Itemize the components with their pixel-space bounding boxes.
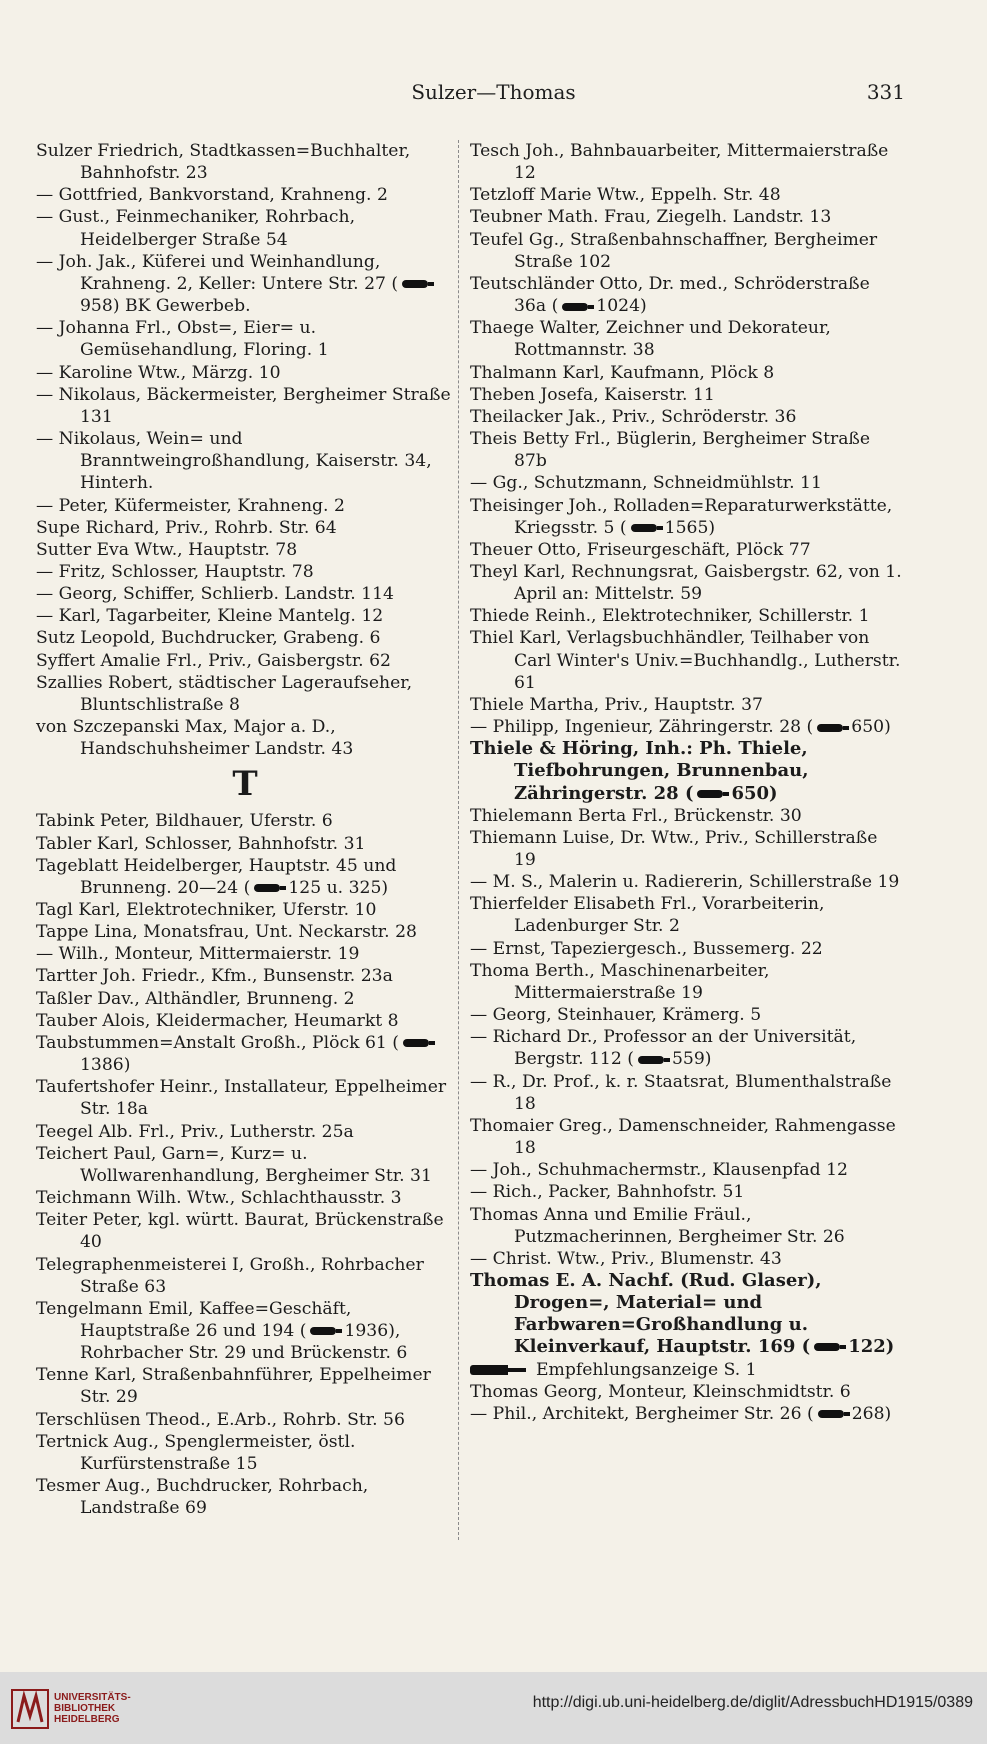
entry-text: Tengelmann Emil, Kaffee=Geschäft, Hauptstraße 26 und 194 ( — [36, 1298, 352, 1341]
directory-entry — [36, 833, 454, 855]
phone-number: 1936 — [344, 1320, 389, 1341]
entry-text: Tesmer Aug., Buchdrucker, Rohrbach, Landstraße 69 — [36, 1476, 369, 1519]
directory-entry — [470, 1159, 904, 1181]
entry-text: — Joh. Jak., Küferei und Weinhandlung, Krahneng. 2, Keller: Untere Str. 27 ( — [36, 251, 399, 294]
entry-text: Tartter Joh. Friedr., Kfm., Bunsenstr. 23a — [36, 966, 393, 987]
entry-text-after: ) — [885, 1336, 895, 1358]
page-number: 331 — [866, 80, 905, 104]
entry-text: Tetzloff Marie Wtw., Eppelh. Str. 48 — [470, 185, 781, 206]
library-line-1: UNIVERSITÄTS- — [54, 1692, 131, 1703]
entry-text: Teichert Paul, Garn=, Kurz= u. Wollwarenhandlung, Bergheimer Str. 31 — [36, 1143, 432, 1186]
entry-text: — Fritz, Schlosser, Hauptstr. 78 — [36, 561, 314, 582]
entry-text: Teutschländer Otto, Dr. med., Schröderstraße 36a ( — [470, 273, 870, 317]
entry-text: — Johanna Frl., Obst=, Eier= u. Gemüsehandlung, Floring. 1 — [36, 318, 329, 361]
directory-entry — [470, 938, 904, 960]
directory-entry — [36, 1364, 454, 1408]
directory-entry — [470, 1359, 904, 1381]
directory-entry — [36, 810, 454, 832]
directory-entry — [470, 406, 904, 428]
directory-entry — [470, 827, 904, 871]
library-line-3: HEIDELBERG — [54, 1714, 120, 1725]
directory-entry — [470, 893, 904, 937]
directory-entry — [470, 472, 904, 494]
directory-entry — [470, 206, 904, 228]
entry-text: Theben Josefa, Kaiserstr. 11 — [470, 384, 715, 405]
phone-number: 650 — [851, 717, 885, 738]
directory-entry — [36, 428, 454, 494]
entry-text: — Georg, Steinhauer, Krämerg. 5 — [470, 1005, 762, 1026]
entry-text: — Georg, Schiffer, Schlierb. Landstr. 114 — [36, 584, 394, 605]
directory-entry — [36, 140, 454, 184]
entry-text: Theis Betty Frl., Büglerin, Bergheimer Straße 87b — [470, 429, 871, 472]
entry-text-after: ), Rohrbacher Str. 29 und Brückenstr. 6 — [80, 1320, 408, 1364]
entry-text: — Wilh., Monteur, Mittermaierstr. 19 — [36, 944, 360, 965]
entry-text: Tenne Karl, Straßenbahnführer, Eppelheimer Str. 29 — [36, 1365, 431, 1408]
directory-entry — [470, 495, 904, 539]
advert-entry — [470, 1270, 904, 1359]
viewer-footer — [0, 1672, 987, 1744]
directory-entry — [36, 965, 454, 987]
entry-text: — R., Dr. Prof., k. r. Staatsrat, Blumenthalstraße 18 — [470, 1071, 892, 1114]
entry-text: Taufertshofer Heinr., Installateur, Eppelheimer Str. 18a — [36, 1077, 447, 1120]
entry-text: — M. S., Malerin u. Radiererin, Schillerstraße 19 — [470, 872, 900, 893]
entry-text: — Ernst, Tapeziergesch., Bussemerg. 22 — [470, 938, 823, 959]
directory-entry — [36, 251, 454, 317]
entry-text: Tabink Peter, Bildhauer, Uferstr. 6 — [36, 811, 333, 832]
directory-entry — [36, 855, 454, 899]
directory-entry — [470, 1403, 904, 1425]
library-logo-icon — [10, 1686, 50, 1732]
library-line-2: BIBLIOTHEK — [54, 1703, 116, 1714]
entry-text: Taubstummen=Anstalt Großh., Plöck 61 ( — [36, 1032, 399, 1053]
directory-entry — [36, 1431, 454, 1475]
entry-text: Thiele Martha, Priv., Hauptstr. 37 — [470, 694, 763, 715]
page-header — [0, 80, 987, 110]
entry-text: Taßler Dav., Althändler, Brunneng. 2 — [36, 988, 355, 1009]
entry-text: Thiede Reinh., Elektrotechniker, Schillerstr. 1 — [470, 606, 870, 627]
entry-text: Syffert Amalie Frl., Priv., Gaisbergstr. 62 — [36, 650, 391, 671]
directory-entry — [36, 583, 454, 605]
directory-entry — [470, 140, 904, 184]
directory-entry — [36, 384, 454, 428]
entry-text: — Phil., Architekt, Bergheimer Str. 26 ( — [470, 1403, 814, 1424]
telephone-icon — [695, 788, 729, 800]
entry-text-after: ) — [123, 1055, 131, 1076]
entry-text: — Richard Dr., Professor an der Universität, Bergstr. 112 ( — [470, 1027, 857, 1070]
entry-text: Thiemann Luise, Dr. Wtw., Priv., Schillerstraße 19 — [470, 827, 878, 870]
directory-entry — [470, 273, 904, 317]
entry-text-after: ) — [381, 877, 389, 898]
telephone-icon — [629, 522, 663, 534]
directory-entry — [470, 716, 904, 738]
directory-entry — [470, 871, 904, 893]
directory-entry — [470, 317, 904, 361]
directory-entry — [470, 1026, 904, 1070]
directory-entry — [36, 1409, 454, 1431]
entry-text: — Philipp, Ingenieur, Zähringerstr. 28 ( — [470, 717, 814, 738]
entry-text: Thomaier Greg., Damenschneider, Rahmengasse 18 — [470, 1115, 896, 1159]
column-divider — [458, 140, 459, 1540]
phone-number: 122 — [848, 1336, 886, 1358]
directory-entry — [36, 627, 454, 649]
entry-text: — Nikolaus, Bäckermeister, Bergheimer Straße 131 — [36, 384, 451, 427]
directory-entry — [36, 317, 454, 361]
entry-text: Tabler Karl, Schlosser, Bahnhofstr. 31 — [36, 833, 366, 854]
directory-entry — [36, 1298, 454, 1364]
pointing-hand-icon — [470, 1362, 526, 1378]
entry-text: Theuer Otto, Friseurgeschäft, Plöck 77 — [470, 539, 811, 560]
directory-entry — [36, 605, 454, 627]
entry-text: — Joh., Schuhmachermstr., Klausenpfad 12 — [470, 1160, 848, 1181]
directory-entry — [36, 1032, 454, 1076]
entry-text: Tauber Alois, Kleidermacher, Heumarkt 8 — [36, 1010, 399, 1031]
entry-text: Thiele & Höring, Inh.: Ph. Thiele, Tiefbohrungen, Brunnenbau, Zähringerstr. 28 ( — [470, 738, 809, 804]
entry-text: Szallies Robert, städtischer Lageraufseher, Bluntschlistraße 8 — [36, 672, 413, 715]
phone-number: 1565 — [664, 517, 709, 538]
directory-entry — [470, 1115, 904, 1159]
directory-entry — [470, 627, 904, 693]
directory-entry — [470, 1248, 904, 1270]
right-column — [470, 140, 904, 1425]
entry-text: Thoma Berth., Maschinenarbeiter, Mittermaierstraße 19 — [470, 960, 770, 1003]
phone-number: 650 — [731, 782, 770, 804]
directory-entry — [470, 229, 904, 273]
entry-text: Thomas Georg, Monteur, Kleinschmidtstr. 6 — [470, 1381, 851, 1402]
directory-entry — [36, 650, 454, 672]
telephone-icon — [252, 882, 286, 894]
directory-entry — [36, 921, 454, 943]
entry-text: Teubner Math. Frau, Ziegelh. Landstr. 13 — [470, 207, 832, 228]
entry-text: Sulzer Friedrich, Stadtkassen=Buchhalter, Bahnhofstr. 23 — [36, 141, 411, 184]
entry-text: Teegel Alb. Frl., Priv., Lutherstr. 25a — [36, 1121, 354, 1142]
source-url-link[interactable]: http://digi.ub.uni-heidelberg.de/diglit/AdressbuchHD1915/0389 — [532, 1694, 973, 1711]
directory-entry — [36, 1010, 454, 1032]
entry-text: — Peter, Küfermeister, Krahneng. 2 — [36, 495, 345, 516]
directory-entry — [470, 1071, 904, 1115]
entry-text: Theisinger Joh., Rolladen=Reparaturwerkstätte, Kriegsstr. 5 ( — [470, 495, 893, 538]
entry-text-after: ) — [708, 517, 716, 538]
entry-text: Thielemann Berta Frl., Brückenstr. 30 — [470, 805, 802, 826]
entry-text-after: ) — [884, 717, 891, 738]
entry-text: Sutter Eva Wtw., Hauptstr. 78 — [36, 539, 298, 560]
directory-entry — [470, 362, 904, 384]
telephone-icon — [400, 278, 434, 290]
entry-text: Tesch Joh., Bahnbauarbeiter, Mittermaierstraße 12 — [470, 141, 889, 184]
telephone-icon — [816, 1408, 850, 1420]
entry-text: Thierfelder Elisabeth Frl., Vorarbeiterin, Ladenburger Str. 2 — [470, 894, 825, 937]
entry-text: — Gust., Feinmechaniker, Rohrbach, Heidelberger Straße 54 — [36, 207, 356, 250]
phone-number: 1024 — [596, 296, 641, 317]
entry-text: Sutz Leopold, Buchdrucker, Grabeng. 6 — [36, 628, 381, 649]
directory-entry — [36, 1209, 454, 1253]
directory-entry — [36, 517, 454, 539]
directory-entry — [470, 561, 904, 605]
directory-entry — [470, 428, 904, 472]
entry-text: — Christ. Wtw., Priv., Blumenstr. 43 — [470, 1248, 782, 1269]
entry-text: Teichmann Wilh. Wtw., Schlachthausstr. 3 — [36, 1188, 402, 1209]
directory-entry — [470, 605, 904, 627]
directory-entry — [470, 184, 904, 206]
entry-text: Thiel Karl, Verlagsbuchhändler, Teilhaber von Carl Winter's Univ.=Buchhandlg., Lutherstr. 61 — [470, 628, 901, 693]
phone-number: 268 — [851, 1403, 885, 1424]
directory-entry — [470, 1004, 904, 1026]
entry-text: Supe Richard, Priv., Rohrb. Str. 64 — [36, 517, 337, 538]
directory-entry — [36, 672, 454, 716]
entry-text: Empfehlungsanzeige S. 1 — [536, 1359, 757, 1380]
running-title: Sulzer—Thomas — [411, 80, 576, 104]
directory-entry — [470, 1204, 904, 1248]
entry-text: Thomas E. A. Nachf. (Rud. Glaser), Drogen=, Material= und Farbwaren=Großhandlung u. Kleinverkauf, Hauptstr. 169 ( — [470, 1269, 822, 1358]
directory-entry — [470, 1181, 904, 1203]
entry-text-after: ) BK Gewerbeb. — [112, 296, 251, 317]
directory-entry — [36, 716, 454, 760]
directory-entry — [470, 1381, 904, 1403]
directory-entry — [36, 899, 454, 921]
telephone-icon — [401, 1037, 435, 1049]
entry-text-after: ) — [640, 296, 647, 317]
entry-text-after: ) — [769, 782, 778, 804]
directory-entry — [470, 960, 904, 1004]
phone-number: 125 u. 325 — [288, 877, 382, 898]
telephone-icon — [815, 722, 849, 734]
left-column — [36, 140, 454, 1519]
directory-entry — [36, 1121, 454, 1143]
entry-text: Tagl Karl, Elektrotechniker, Uferstr. 10 — [36, 900, 377, 920]
entry-text-after: ) — [704, 1049, 712, 1070]
directory-entry — [36, 988, 454, 1010]
entry-text: — Karoline Wtw., Märzg. 10 — [36, 362, 281, 383]
entry-text: Tappe Lina, Monatsfrau, Unt. Neckarstr. 28 — [36, 922, 417, 943]
directory-entry — [470, 539, 904, 561]
entry-text: Theyl Karl, Rechnungsrat, Gaisbergstr. 62, von 1. April an: Mittelstr. 59 — [470, 561, 902, 605]
directory-entry — [36, 184, 454, 206]
directory-entry — [36, 1076, 454, 1120]
directory-entry — [36, 1254, 454, 1298]
directory-entry — [36, 943, 454, 965]
directory-entry — [36, 1475, 454, 1519]
directory-entry — [36, 495, 454, 517]
telephone-icon — [308, 1325, 342, 1337]
directory-entry — [470, 805, 904, 827]
entry-text: Theilacker Jak., Priv., Schröderstr. 36 — [470, 406, 797, 427]
telephone-icon — [812, 1341, 846, 1353]
entry-text-after: ) — [884, 1403, 892, 1424]
entry-text: von Szczepanski Max, Major a. D., Handschuhsheimer Landstr. 43 — [36, 717, 354, 760]
entry-text: Teufel Gg., Straßenbahnschaffner, Bergheimer Straße 102 — [470, 229, 878, 272]
directory-entry — [36, 1187, 454, 1209]
entry-text: Tageblatt Heidelberger, Hauptstr. 45 und Brunneng. 20—24 ( — [36, 855, 397, 898]
directory-entry — [470, 384, 904, 406]
entry-text: Thomas Anna und Emilie Fräul., Putzmacherinnen, Bergheimer Str. 26 — [470, 1204, 845, 1247]
directory-entry — [36, 362, 454, 384]
directory-entry — [36, 539, 454, 561]
phone-number: 958 — [80, 296, 113, 317]
entry-text: Teiter Peter, kgl. württ. Baurat, Brückenstraße 40 — [36, 1210, 444, 1253]
telephone-icon — [636, 1054, 670, 1066]
telephone-icon — [560, 301, 594, 313]
phone-number: 559 — [671, 1049, 705, 1070]
entry-text: Terschlüsen Theod., E.Arb., Rohrb. Str. 56 — [36, 1409, 405, 1430]
entry-text: — Rich., Packer, Bahnhofstr. 51 — [470, 1182, 745, 1203]
entry-text: Thalmann Karl, Kaufmann, Plöck 8 — [470, 362, 775, 383]
directory-entry — [36, 206, 454, 250]
entry-text: Tertnick Aug., Spenglermeister, östl. Kurfürstenstraße 15 — [36, 1431, 356, 1474]
entry-text: — Karl, Tagarbeiter, Kleine Mantelg. 12 — [36, 606, 384, 627]
entry-text: Thaege Walter, Zeichner und Dekorateur, Rottmannstr. 38 — [470, 318, 831, 361]
entry-text: — Nikolaus, Wein= und Branntweingroßhandlung, Kaiserstr. 34, Hinterh. — [36, 429, 432, 494]
entry-text: Telegraphenmeisterei I, Großh., Rohrbacher Straße 63 — [36, 1254, 424, 1297]
directory-entry — [470, 694, 904, 716]
phone-number: 1386 — [80, 1055, 124, 1076]
section-letter: T — [232, 764, 258, 805]
entry-text: — Gottfried, Bankvorstand, Krahneng. 2 — [36, 185, 388, 206]
advert-entry — [470, 738, 904, 804]
entry-text: — Gg., Schutzmann, Schneidmühlstr. 11 — [470, 473, 822, 494]
directory-entry — [36, 561, 454, 583]
library-name — [54, 1692, 131, 1725]
directory-entry — [36, 1143, 454, 1187]
